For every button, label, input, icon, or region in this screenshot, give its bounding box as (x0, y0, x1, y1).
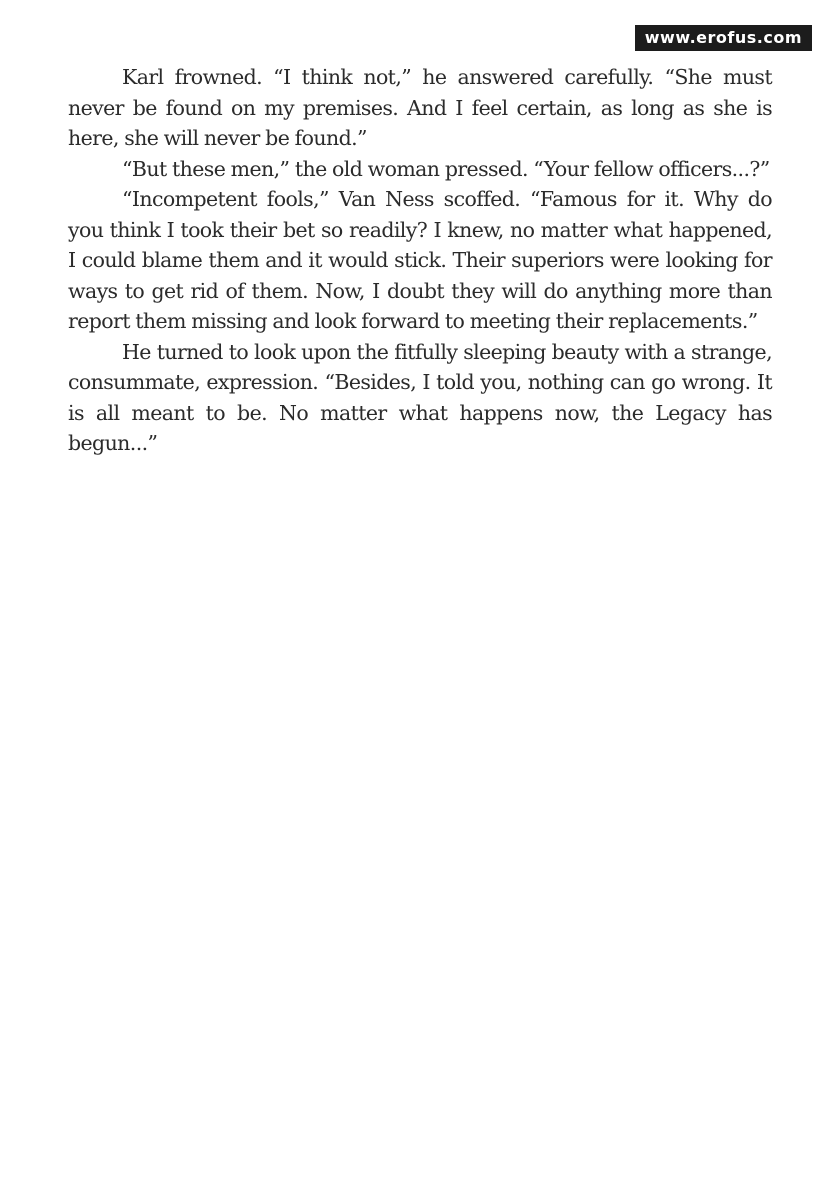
paragraph-karl-frowned: Karl frowned. “I think not,” he answered carefully. “She must never be found on my premises. And I feel certain, as long as she is here, she will never be found.” (68, 65, 772, 150)
site-watermark: www.erofus.com (635, 25, 812, 51)
paragraph-legacy-begun: He turned to look upon the fitfully sleeping beauty with a strange, consummate, expression. “Besides, I told you, nothing can go wrong. It is all meant to be. No matter what happens now, the Legacy has begun...” (68, 339, 772, 455)
paragraph-incompetent-fools: “Incompetent fools,” Van Ness scoffed. “Famous for it. Why do you think I took their bet so readily? I knew, no matter what happened, I could blame them and it would stick. Their superiors were looking for ways to get rid of them. Now, I doubt they will do anything more than report them missing and look forward to meeting their replacements.” (68, 187, 772, 333)
body-text (68, 62, 772, 459)
paragraph-old-woman-pressed: “But these men,” the old woman pressed. “Your fellow officers...?” (122, 156, 770, 181)
